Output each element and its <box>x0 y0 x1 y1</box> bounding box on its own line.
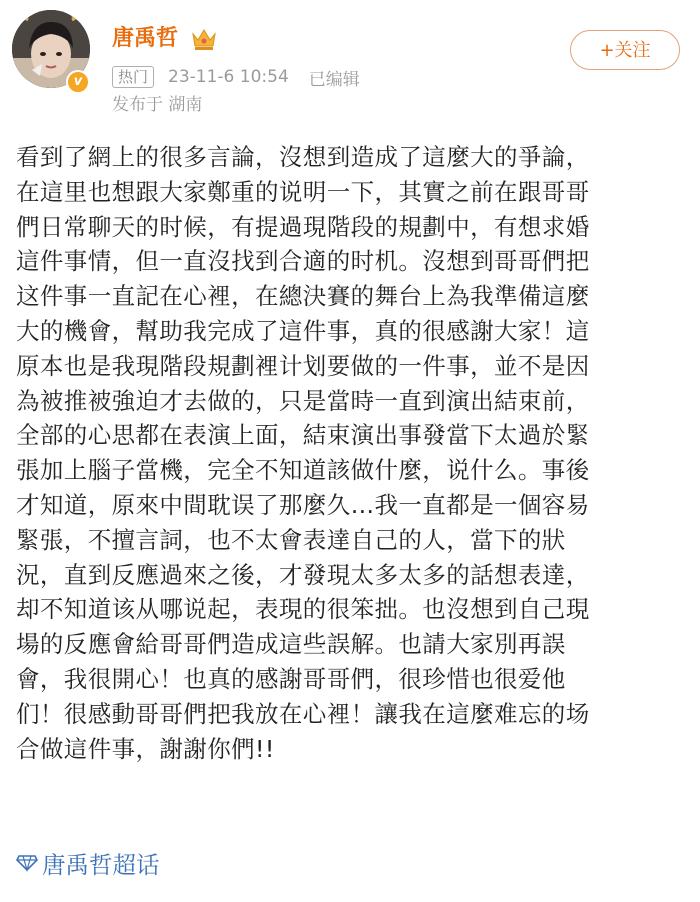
post-meta <box>112 64 380 90</box>
topic-link[interactable] <box>16 846 160 880</box>
follow-button[interactable]: +关注 <box>570 30 680 70</box>
username[interactable]: 唐禹哲 <box>112 26 179 51</box>
diamond-icon <box>16 854 38 872</box>
crown-icon <box>190 26 218 52</box>
topic-link-label[interactable]: 唐禹哲超话 <box>42 851 160 879</box>
edited-label[interactable]: 已编辑 <box>308 69 360 90</box>
hot-badge: 热门 <box>112 66 154 88</box>
verified-badge-icon: v <box>66 70 90 94</box>
post-header <box>0 0 700 125</box>
post-timestamp: 23-11-6 10:54 <box>168 67 289 87</box>
post-location: 发布于 湖南 <box>112 95 203 115</box>
post-body: 看到了網上的很多言論，沒想到造成了這麼大的爭論， 在這里也想跟大家鄭重的说明一下，其實之前在跟哥哥 們日常聊天的时候，有提過現階段的規劃中，有想求婚 這件事情，但一直沒找到合適的时机。沒想到哥哥們把 这件事一直記在心裡，在總決賽的舞台上為我準備這麼 大的機會，幫助我完成了這件事，真的很感謝大家！這 原本也是我現階段規劃裡计划要做的一件事，並不是因 為被推被強迫才去做的，只是當時一直到演出結束前， 全部的心思都在表演上面，結束演出事發當下太過於緊 張加上腦子當機，完全不知道該做什麼，说什么。事後 才知道，原來中間耽误了那麼久…我一直都是一個容易 緊張，不擅言詞，也不太會表達自己的人，當下的狀 況，直到反應過來之後，才發現太多太多的話想表達， 却不知道该从哪说起，表現的很笨拙。也沒想到自己現 場的反應會給哥哥們造成這些誤解。也請大家別再誤 會，我很開心！也真的感謝哥哥們，很珍惜也很爱他 们！很感動哥哥們把我放在心裡！讓我在這麼难忘的场 合做這件事，謝謝你們!! <box>16 143 590 763</box>
